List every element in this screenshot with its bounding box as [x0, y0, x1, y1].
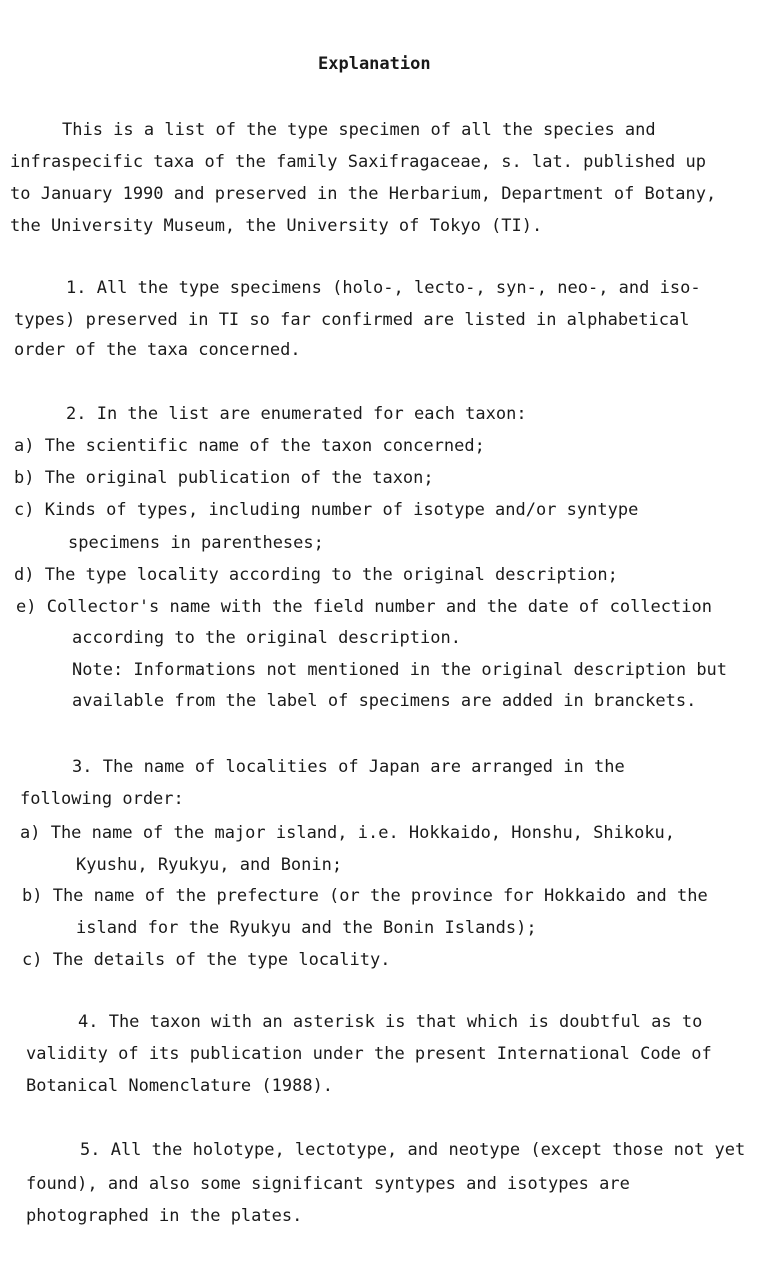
item-2-c: c) Kinds of types, including number of isotype and/or syntype [14, 500, 639, 520]
item-3-c: c) The details of the type locality. [22, 950, 391, 970]
item-2-b: b) The original publication of the taxon; [14, 468, 434, 488]
item-4-line: Botanical Nomenclature (1988). [26, 1076, 334, 1096]
item-2-e: e) Collector's name with the field number and the date of collection [16, 597, 712, 617]
item-2-e-cont: according to the original description. [72, 628, 461, 648]
item-5-line: found), and also some significant syntypes and isotypes are [26, 1174, 630, 1194]
item-4-line: 4. The taxon with an asterisk is that which is doubtful as to [78, 1012, 703, 1032]
item-3-a-cont: Kyushu, Ryukyu, and Bonin; [76, 855, 343, 875]
item-1-line: order of the taxa concerned. [14, 340, 301, 360]
item-1-line: 1. All the type specimens (holo-, lecto-, syn-, neo-, and iso- [66, 278, 701, 298]
item-1-line: types) preserved in TI so far confirmed are listed in alphabetical [14, 310, 690, 330]
item-5-line: 5. All the holotype, lectotype, and neotype (except those not yet [80, 1140, 746, 1160]
item-3-b: b) The name of the prefecture (or the province for Hokkaido and the [22, 886, 708, 906]
item-2-c-cont: specimens in parentheses; [68, 533, 324, 553]
item-2-note: Note: Informations not mentioned in the original description but [72, 660, 728, 680]
intro-line: infraspecific taxa of the family Saxifragaceae, s. lat. published up [10, 152, 706, 172]
item-5-line: photographed in the plates. [26, 1206, 303, 1226]
item-3-b-cont: island for the Ryukyu and the Bonin Islands); [76, 918, 537, 938]
intro-line: the University Museum, the University of Tokyo (TI). [10, 216, 543, 236]
intro-line: to January 1990 and preserved in the Herbarium, Department of Botany, [10, 184, 717, 204]
intro-line: This is a list of the type specimen of all the species and [62, 120, 656, 140]
item-3-a: a) The name of the major island, i.e. Hokkaido, Honshu, Shikoku, [20, 823, 676, 843]
item-3-lead-cont: following order: [20, 789, 184, 809]
item-2-d: d) The type locality according to the original description; [14, 565, 618, 585]
item-2-note-cont: available from the label of specimens are added in branckets. [72, 691, 697, 711]
item-2-lead: 2. In the list are enumerated for each taxon: [66, 404, 527, 424]
item-4-line: validity of its publication under the present International Code of [26, 1044, 712, 1064]
item-2-a: a) The scientific name of the taxon concerned; [14, 436, 485, 456]
page-title: Explanation [318, 54, 431, 74]
item-3-lead: 3. The name of localities of Japan are arranged in the [72, 757, 625, 777]
